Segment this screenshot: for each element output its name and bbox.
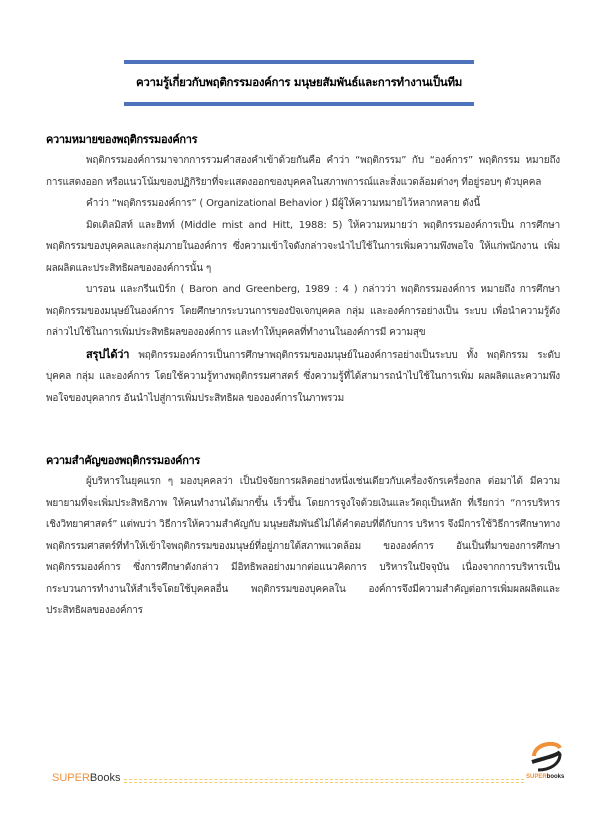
footer-dashed-rule bbox=[124, 779, 524, 783]
paragraph: พฤติกรรมองค์การมาจากการรวมคำสองคำเข้าด้วยกันคือ คำว่า “พฤติกรรม” กับ “องค์การ” พฤติกรรม หมายถึง การแสดงออก หรือแนวโน้มของปฏิกิริยาที่จะแสดงออกของบุคคลในสภาพการณ์และสิ่งแวดล้อมต่างๆ ที่อยู่รอบๆ ตัวบุคคล bbox=[46, 155, 560, 188]
section-heading: ความหมายของพฤติกรรมองค์การ bbox=[46, 133, 198, 146]
title-rule-bottom bbox=[124, 102, 474, 106]
footer-brand-super: SUPER bbox=[52, 772, 90, 784]
section-definition bbox=[46, 130, 560, 409]
superbooks-logo bbox=[526, 738, 574, 786]
document-title: ความรู้เกี่ยวกับพฤติกรรมองค์การ มนุษยสัมพันธ์และการทำงานเป็นทีม bbox=[135, 75, 463, 89]
logo-text bbox=[526, 774, 564, 780]
paragraph: บารอน และกรีนเบิร์ก ( Baron and Greenberg, 1989 : 4 ) กล่าวว่า พฤติกรรมองค์การ หมายถึง การศึกษาพฤติกรรมของมนุษย์ในองค์การ โดยศึกษากระบวนการของปัจเจกบุคคล กลุ่ม และองค์การอย่างเป็น ระบบ เพื่อนำความรู้ดังกล่าวไปใช้ในการเพิ่มประสิทธิผลขององค์การ และทำให้บุคคลที่ทำงานในองค์การมี ความสุข bbox=[46, 284, 560, 338]
summary-text: พฤติกรรมองค์การเป็นการศึกษาพฤติกรรมของมนุษย์ในองค์การอย่างเป็นระบบ ทั้ง พฤติกรรม ระดับบุคคล กลุ่ม และองค์การ โดยใช้ความรู้ทางพฤติกรรมศาสตร์ ซึ่งความรู้ที่ได้สามารถนำไปใช้ในการเพิ่ม ผลผลิตและความพึงพอใจของบุคลากร อันนำไปสู่การเพิ่มประสิทธิผล ขององค์การในภาพรวม bbox=[46, 349, 560, 404]
paragraph: ผู้บริหารในยุคแรก ๆ มองบุคคลว่า เป็นปัจจัยการผลิตอย่างหนึ่งเช่นเดียวกับเครื่องจักรเครื่องกล ต่อมาได้ มีความพยายามที่จะเพิ่มประสิทธิภาพ ให้คนทำงานได้มากขึ้น เร็วขึ้น โดยการจูงใจด้วยเงินและวัตถุเป็นหลัก ที่เรียกว่า “การบริหารเชิงวิทยาศาสตร์” แต่พบว่า วิธีการให้ความสำคัญกับ มนุษยสัมพันธ์ไม่ได้คำตอบที่ดีกับการ บริหาร จึงมีการใช้วิธีการศึกษาทางพฤติกรรมศาสตร์ที่ทำให้เข้าใจพฤติกรรมของมนุษย์ที่อยู่ภายใต้สภาพแวดล้อม ขององค์การ อันเป็นที่มาของการศึกษาพฤติกรรมองค์การ ซึ่งการศึกษาดังกล่าว มีอิทธิพลอย่างมากต่อแนวคิดการ บริหารในปัจจุบัน เนื่องจากการบริหารเป็น กระบวนการทำงานให้สำเร็จโดยใช้บุคคลอื่น พฤติกรรมของบุคคลใน องค์การจึงมีความสำคัญต่อการเพิ่มผลผลิตและประสิทธิผลขององค์การ bbox=[46, 476, 560, 616]
logo-text-super: SUPER bbox=[526, 774, 547, 780]
section-heading: ความสำคัญของพฤติกรรมองค์การ bbox=[46, 454, 201, 467]
page-footer bbox=[52, 768, 572, 798]
summary-lead: สรุปได้ว่า bbox=[86, 347, 130, 361]
section-importance bbox=[46, 451, 560, 622]
summary-paragraph bbox=[46, 344, 560, 410]
paragraph: คำว่า “พฤติกรรมองค์การ” ( Organizational Behavior ) มีผู้ให้ความหมายไว้หลากหลาย ดังนี้ bbox=[86, 198, 481, 209]
document-body bbox=[46, 130, 560, 622]
footer-brand bbox=[52, 772, 120, 784]
footer-brand-books: Books bbox=[89, 772, 121, 784]
paragraph: มิดเดิลมิสท์ และฮิทท์ (Middle mist and Hitt, 1988: 5) ให้ความหมายว่า พฤติกรรมองค์การเป็น การศึกษาพฤติกรรมของบุคคลและกลุ่มภายในองค์การ ซึ่งความเข้าใจดังกล่าวจะนำไปใช้ในการเพิ่มความพึงพอใจ ให้แก่พนักงาน เพิ่มผลผลิตและประสิทธิผลขององค์การนั้น ๆ bbox=[46, 219, 560, 274]
title-block bbox=[124, 60, 474, 106]
swoosh-logo-icon bbox=[526, 738, 566, 774]
logo-text-books: books bbox=[546, 774, 565, 780]
